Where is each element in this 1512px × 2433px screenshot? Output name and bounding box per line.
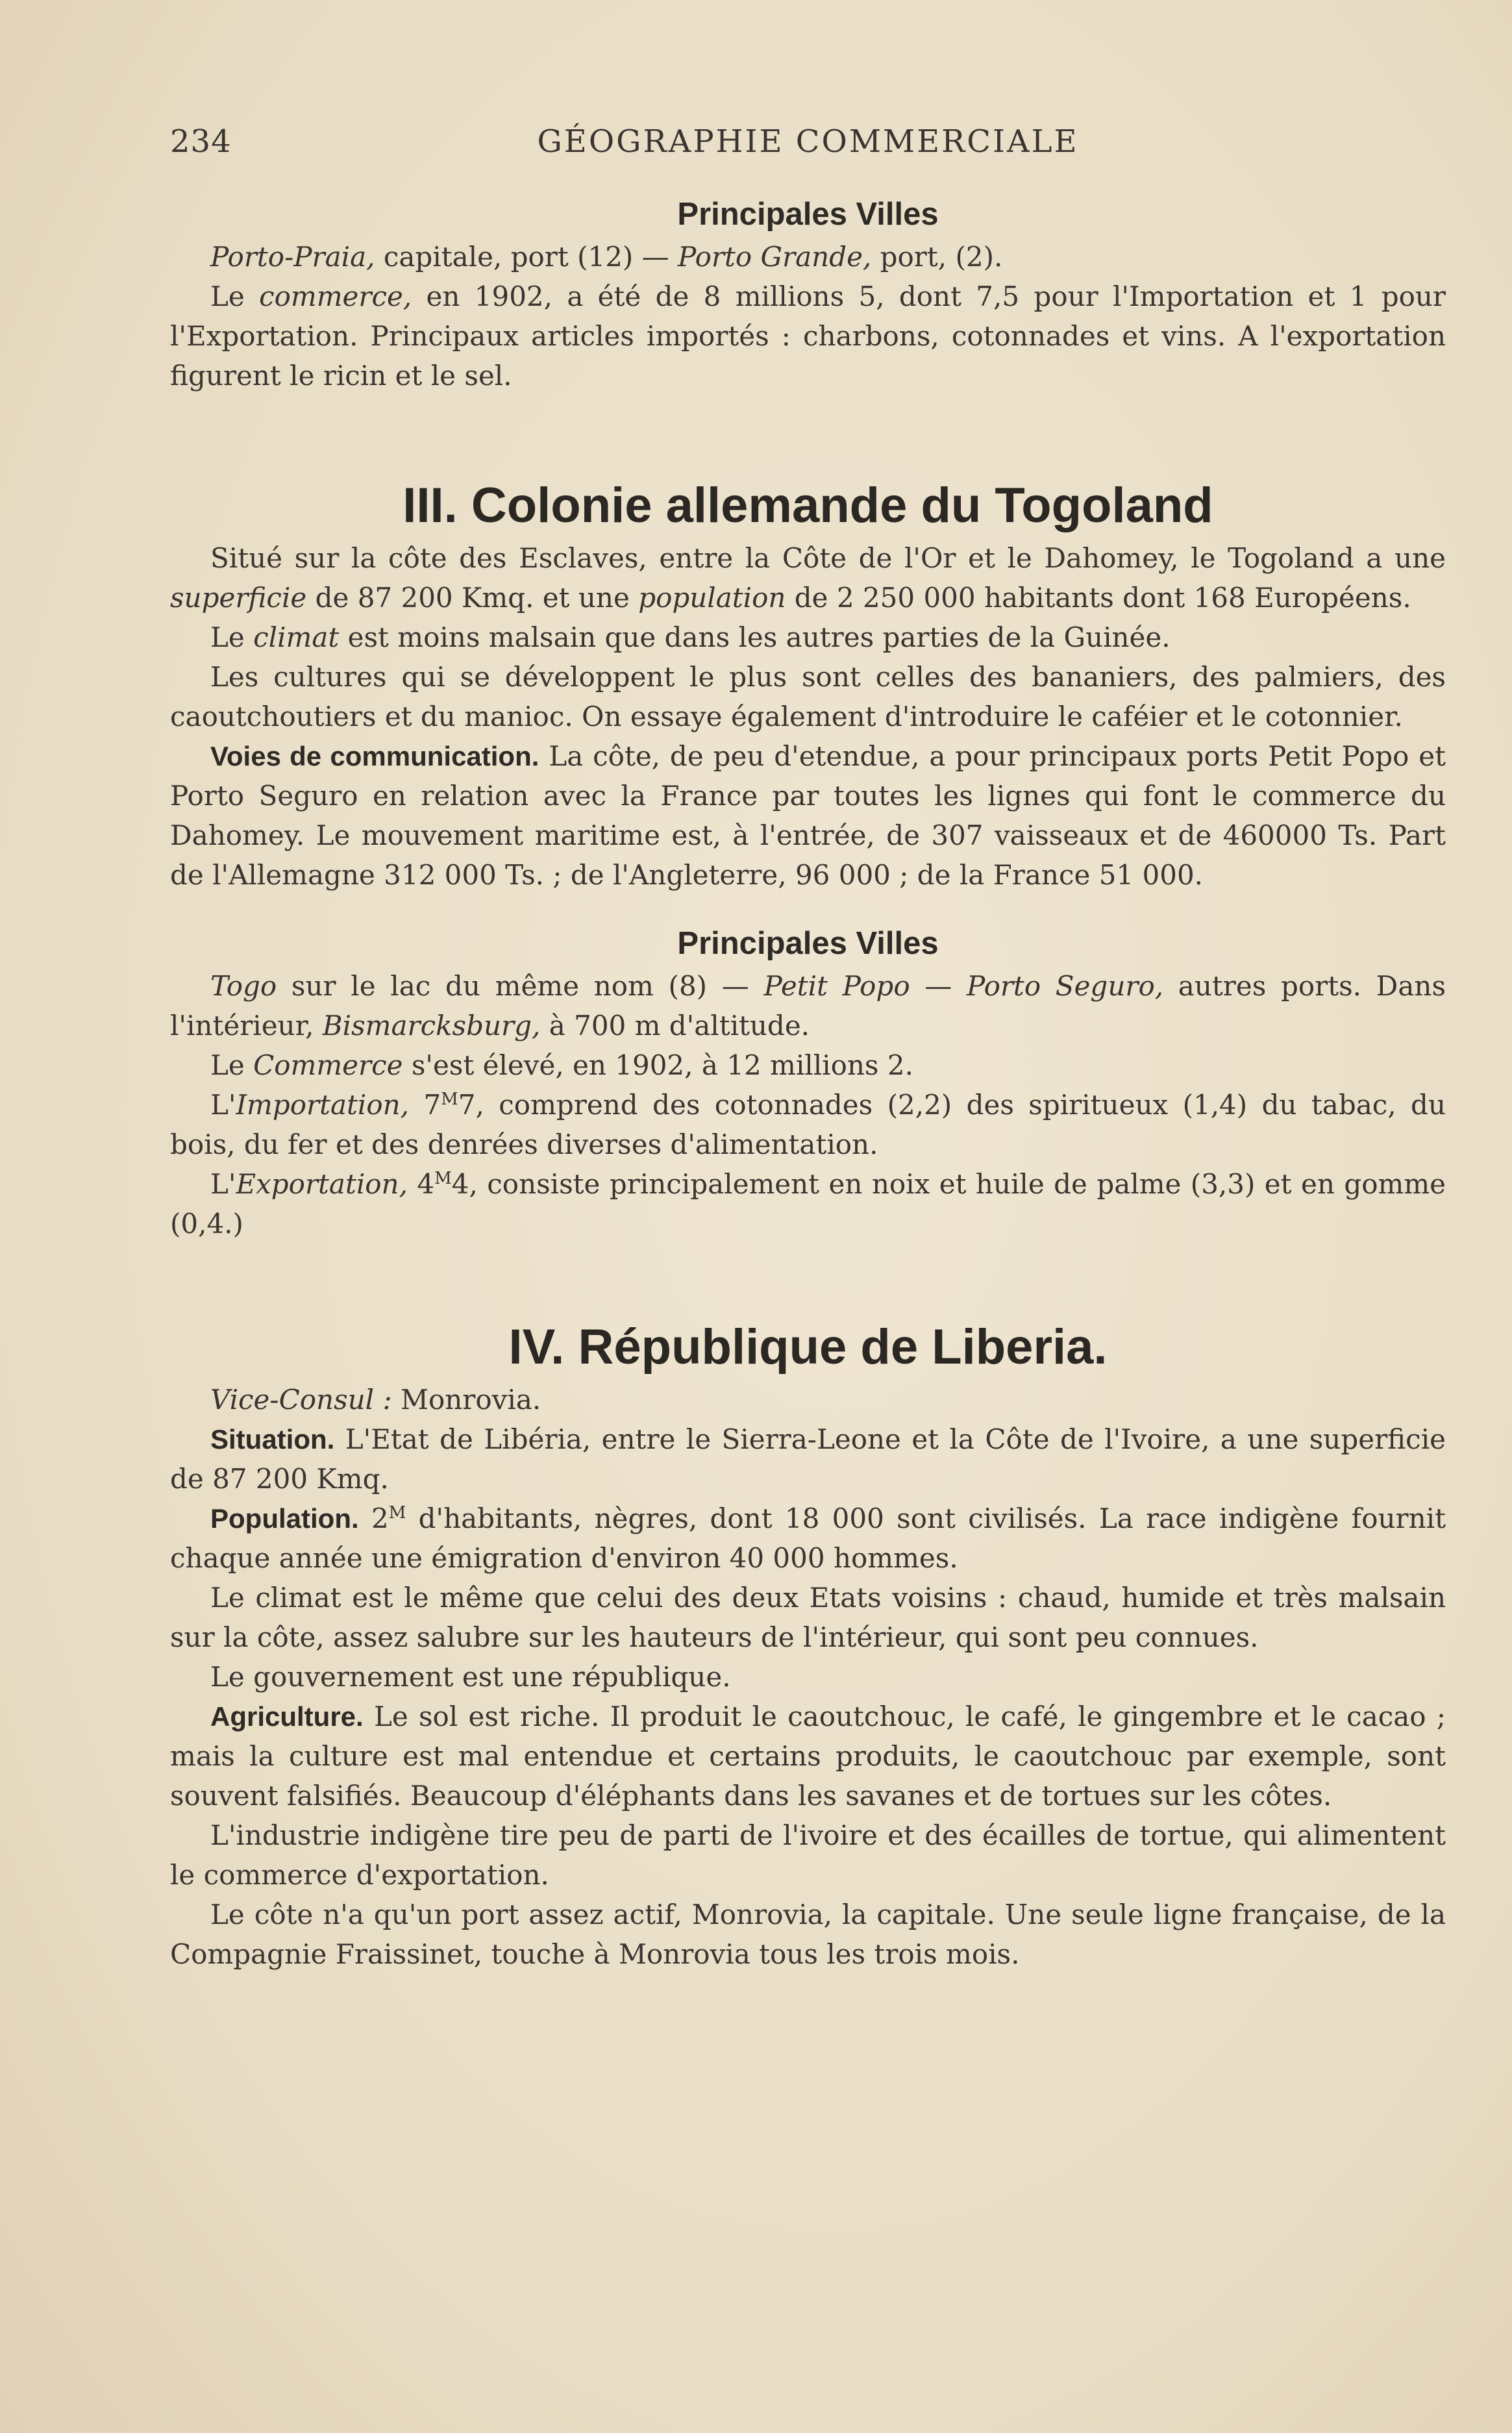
section-heading-principales-villes: Principales Villes — [677, 197, 939, 232]
paragraph-cultures-togoland: Les cultures qui se développent le plus sont celles des bananiers, des palmiers, des caoutchoutiers et du manioc. On essaye également d'introduire le caféier et le cotonnier. — [170, 661, 1446, 732]
paragraph-commerce-togo: Le Commerce s'est élevé, en 1902, à 12 millions 2. — [210, 1049, 913, 1081]
section-title-liberia: IV. République de Liberia. — [508, 1319, 1108, 1375]
page-number: 234 — [170, 123, 232, 160]
paragraph-exportation-togo: L'Exportation, $4^M4$, consiste principalement en noix et huile de palme (3,3) et en gomme (0,4.) — [170, 1168, 1446, 1240]
paragraph-importation-togo: L'Importation, $7^M7$, comprend des cotonnades (2,2) des spiritueux (1,4) du tabac, du bois, du fer et des denrées diverses d'alimentation. — [170, 1089, 1446, 1160]
running-title: GÉOGRAPHIE COMMERCIALE — [537, 123, 1079, 160]
paragraph-port-liberia: Le côte n'a qu'un port assez actif, Monrovia, la capitale. Une seule ligne française, de la Compagnie Fraissinet, touche à Monrovia tous les trois mois. — [170, 1899, 1446, 1970]
page-body — [170, 192, 1446, 1974]
paragraph-vice-consul: Vice-Consul : Monrovia. — [210, 1384, 541, 1416]
paragraph-climat-liberia: Le climat est le même que celui des deux Etats voisins : chaud, humide et très malsain sur la côte, assez salubre sur les hauteurs de l'intérieur, qui sont peu connues. — [170, 1582, 1446, 1653]
paragraph-industrie-liberia: L'industrie indigène tire peu de parti de l'ivoire et des écailles de tortue, qui alimentent le commerce d'exportation. — [170, 1819, 1446, 1891]
paragraph-commerce-cap-vert: Le commerce, en 1902, a été de 8 millions 5, dont 7,5 pour l'Importation et 1 pour l'Exportation. Principaux articles importés : charbons, cotonnades et vins. A l'exportation figurent le ricin et le sel. — [170, 281, 1446, 392]
paragraph-climat-togoland: Le climat est moins malsain que dans les autres parties de la Guinée. — [210, 621, 1171, 653]
paragraph-agriculture-liberia: Agriculture. Le sol est riche. Il produit le caoutchouc, le café, le gingembre et le cacao ; mais la culture est mal entendue et certains produits, le caoutchouc par exemple, sont souvent falsifiés. Beaucoup d'éléphants dans les savanes et de tortues sur les côtes. — [170, 1701, 1446, 1812]
paragraph-situation-liberia: Situation. L'Etat de Libéria, entre le Sierra-Leone et la Côte de l'Ivoire, a une superficie de 87 200 Kmq. — [170, 1423, 1446, 1495]
paragraph-villes-togo: Togo sur le lac du même nom (8) — Petit Popo — Porto Seguro, autres ports. Dans l'intérieur, Bismarcksburg, à 700 m d'altitude. — [170, 970, 1446, 1042]
paragraph-situation-togoland: Situé sur la côte des Esclaves, entre la Côte de l'Or et le Dahomey, le Togoland a une superficie de 87 200 Kmq. et une population de 2 250 000 habitants dont 168 Européens. — [170, 542, 1446, 614]
paragraph-villes-cap-vert: Porto-Praia, capitale, port (12) — Porto Grande, port, (2). — [210, 241, 1003, 273]
section-heading-principales-villes-togo: Principales Villes — [677, 926, 939, 961]
paragraph-population-liberia: Population. $2^M$ d'habitants, nègres, dont 18 000 sont civilisés. La race indigène fournit chaque année une émigration d'environ 40 000 hommes. — [170, 1503, 1446, 1574]
paragraph-gouvernement-liberia: Le gouvernement est une république. — [210, 1661, 731, 1693]
section-title-togoland: III. Colonie allemande du Togoland — [403, 478, 1213, 533]
page-header — [170, 123, 1446, 169]
paragraph-voies-togoland: Voies de communication. La côte, de peu d'etendue, a pour principaux ports Petit Popo et Porto Seguro en relation avec la France par toutes les lignes qui font le commerce du Dahomey. Le mouvement maritime est, à l'entrée, de 307 vaisseaux et de 460000 Ts. Part de l'Allemagne 312 000 Ts. ; de l'Angleterre, 96 000 ; de la France 51 000. — [170, 740, 1446, 891]
